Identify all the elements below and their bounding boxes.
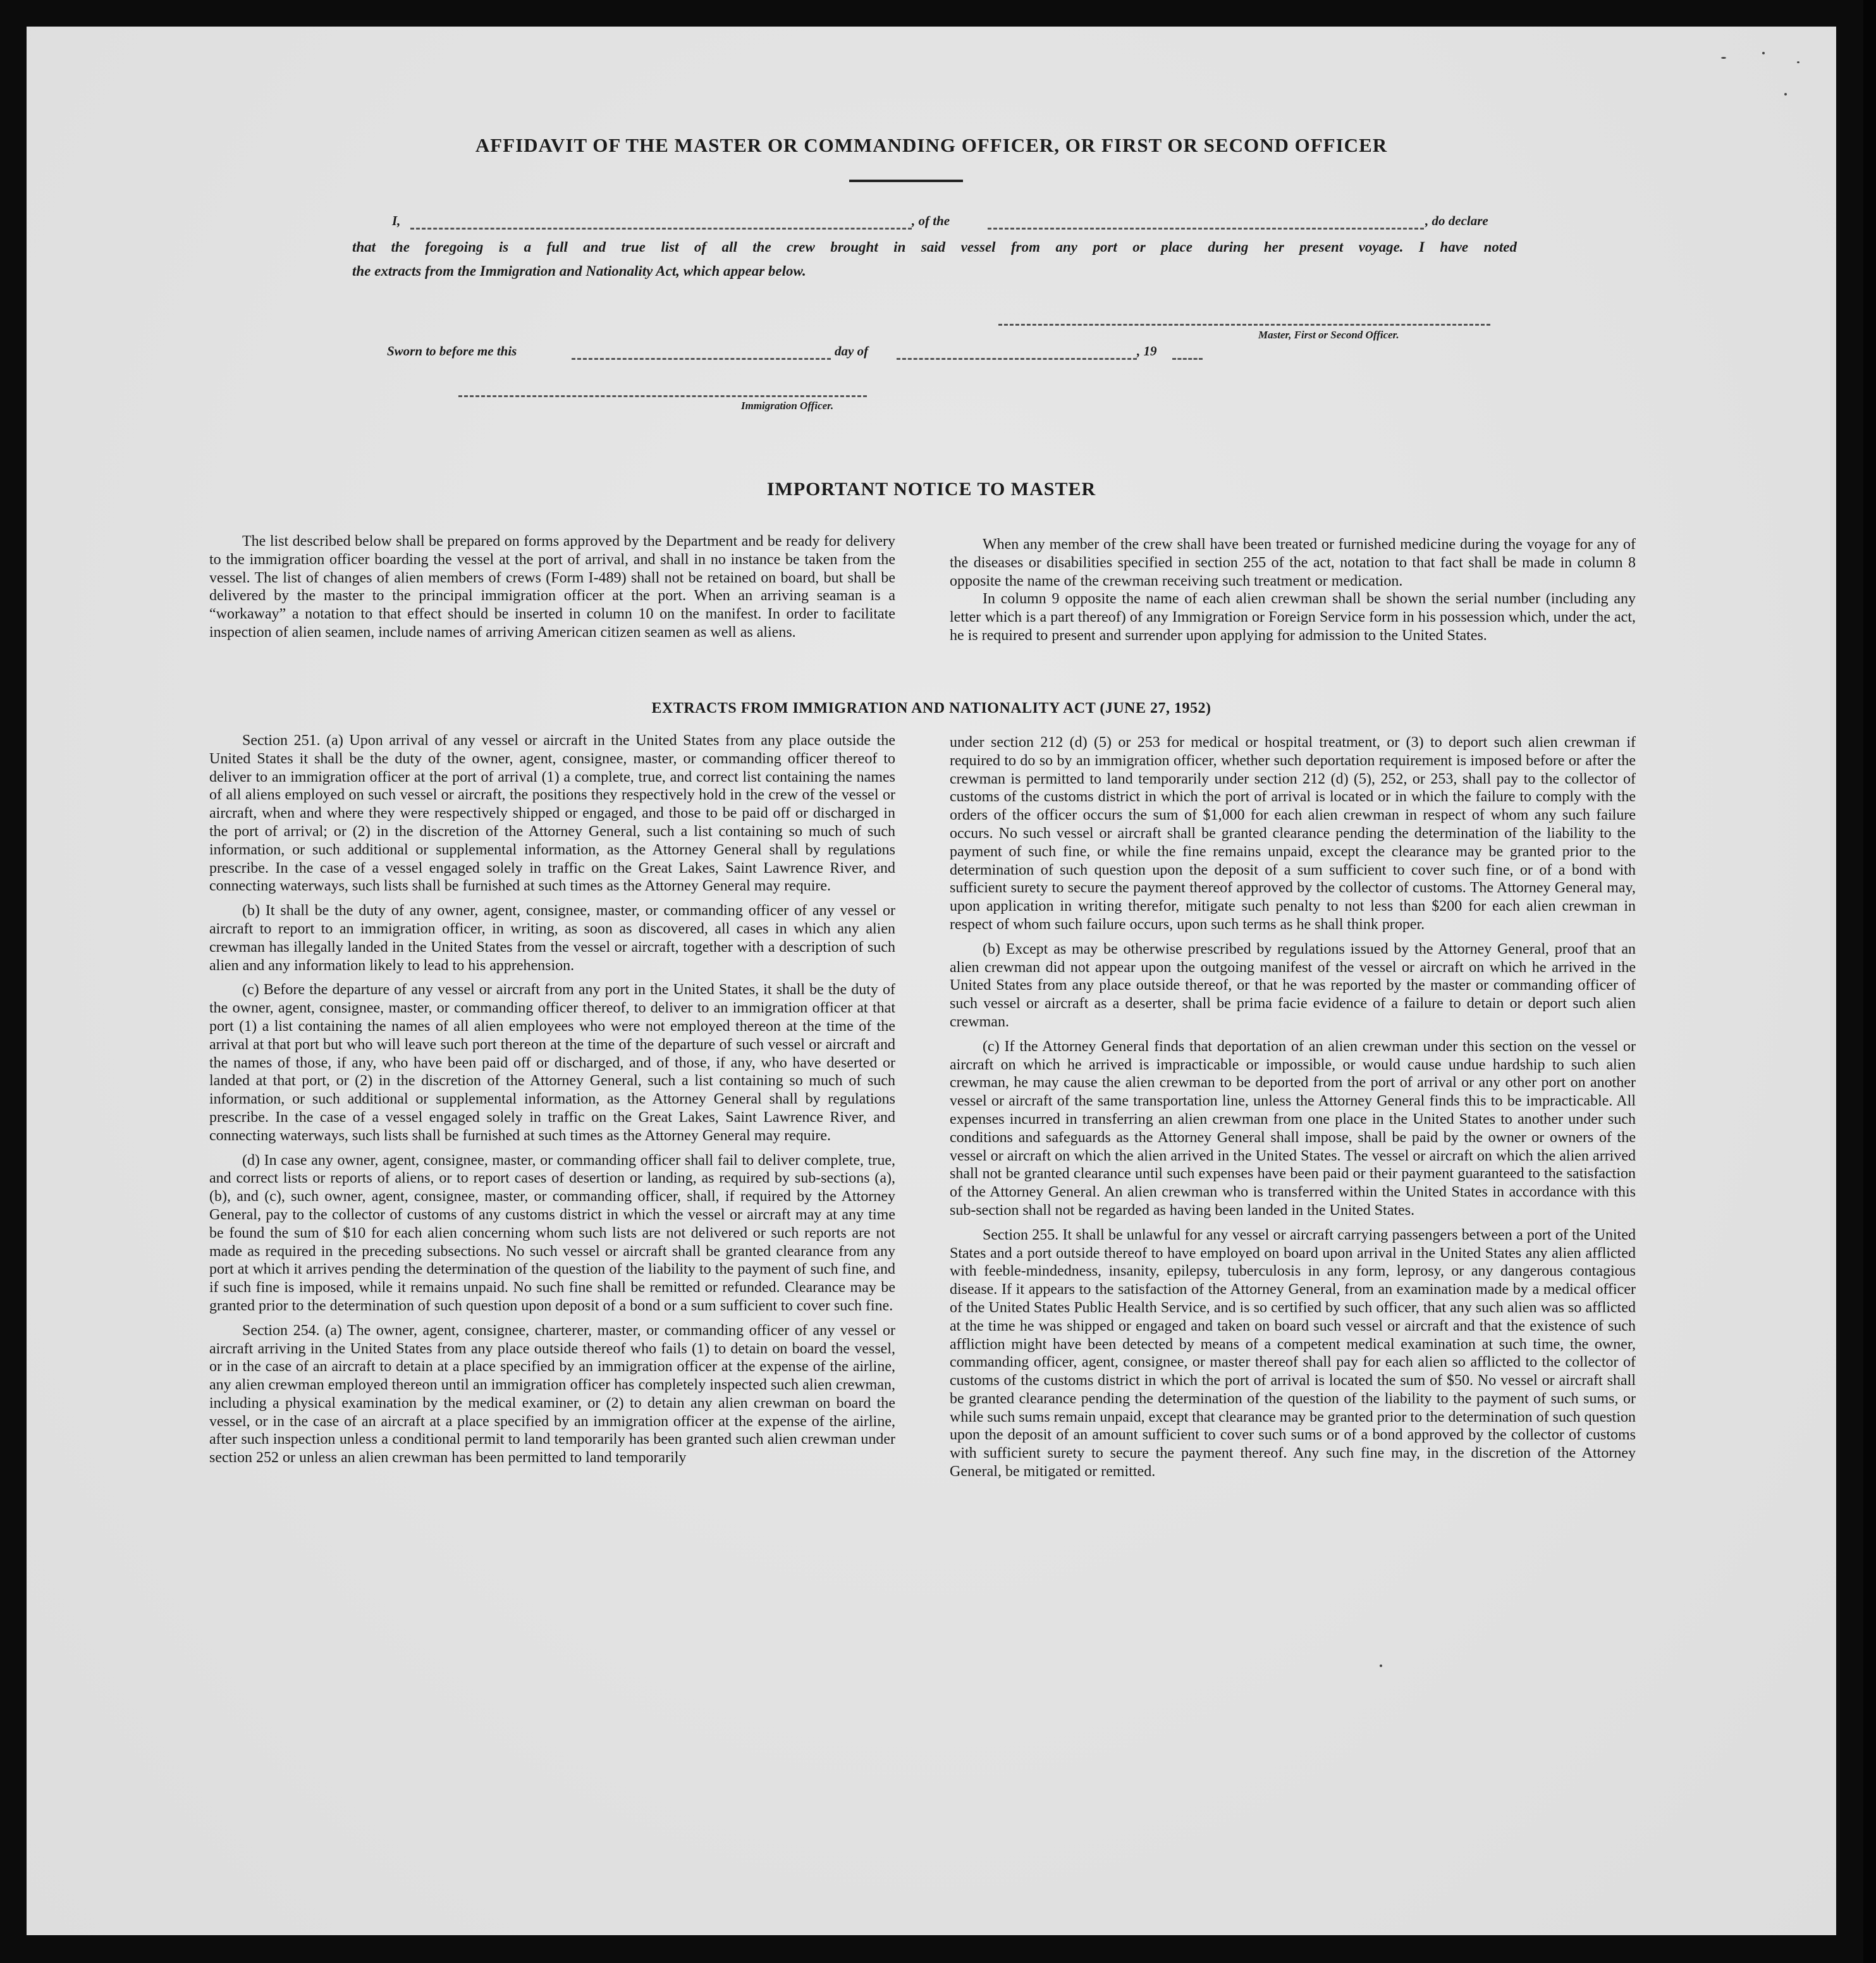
scan-edge — [1863, 0, 1876, 1963]
declaration-text — [352, 235, 1517, 283]
immigration-officer-signature-line[interactable] — [458, 395, 867, 397]
master-caption: Master, First or Second Officer. — [1258, 329, 1399, 341]
name-blank-line[interactable] — [410, 228, 912, 230]
section-251-d: (d) In case any owner, agent, consignee, master, or commanding officer shall fail to deliver complete, true, and correct lists or reports of aliens, or to report cases of desertion or landing, as required by sub-sections (a), (b), and (c), such owner, agent, consignee, master, or commanding officer, shall, if required by the Attorney General, pay to the collector of customs of any customs district in which the vessel or aircraft may at any time be found the sum of $10 for each alien concerning whom such lists are not delivered or such reports are not made as required in the preceding subsections. No such vessel or aircraft shall be granted clearance from any port at which it arrives pending the determination of the question of the liability to the payment of such fine, and if such fine is imposed, while it remains unpaid. No such fine shall be remitted or refunded. Clearance may be granted prior to the determination of such question upon deposit of a bond or a sum sufficient to cover such fine. — [209, 1152, 895, 1314]
declaration-line-2: the extracts from the Immigration and Nationality Act, which appear below. — [352, 263, 806, 279]
scan-speck — [1797, 61, 1799, 63]
scan-speck — [1762, 52, 1765, 54]
section-251-b: (b) It shall be the duty of any owner, agent, consignee, master, or commanding officer of any vessel or aircraft to report to an immigration officer, in writing, as soon as discovered, all cases in which any alien crewman has illegally landed in the United States from the vessel or aircraft, together with a description of such alien and any information likely to lead to his apprehension. — [209, 902, 895, 974]
vessel-blank-line[interactable] — [988, 228, 1424, 230]
sworn-label: Sworn to before me this — [387, 343, 517, 359]
scan-speck — [1380, 1665, 1382, 1667]
sworn-month-blank-line[interactable] — [897, 358, 1137, 360]
affidavit-title: AFFIDAVIT OF THE MASTER OR COMMANDING OFFICER, OR FIRST OR SECOND OFFICER — [475, 134, 1388, 156]
sworn-day-blank-line[interactable] — [572, 358, 831, 360]
document-sheet — [27, 27, 1836, 1935]
declaration-line-1: that the foregoing is a full and true list of all the crew brought in said vessel from any port or place during her present voyage. I have noted — [352, 239, 1517, 255]
section-254-a: Section 254. (a) The owner, agent, consignee, charterer, master, or commanding officer of any vessel or aircraft arriving in the United States from any place outside thereof who fails (1) to detain on board the vessel, or in the case of an aircraft to detain at a place specified by an immigration officer at the expense of the airline, any alien crewman employed thereon until an immigration officer has completely inspected such alien crewman, including a physical examination by the medical examiner, or (2) to detain any alien crewman on board the vessel, or in the case of an aircraft at a place specified by an immigration officer at the expense of the airline, after such inspection unless a conditional permit to land temporarily has been granted such alien crewman under section 252 or unless an alien crewman has been permitted to land temporarily — [209, 1322, 895, 1467]
of-the-label: , of the — [912, 213, 950, 228]
section-255: Section 255. It shall be unlawful for any vessel or aircraft carrying passengers between a port of the United States and a port outside thereof to have employed on board upon arrival in the United States any alien afflicted with feeble-mindedness, insanity, epilepsy, tuberculosis in any form, leprosy, or any dangerous contagious disease. If it appears to the satisfaction of the Attorney General, from an examination made by a medical officer of the United States Public Health Service, and is so certified by such officer, that any such alien was so afflicted at the time he was shipped or engaged and taken on board such vessel or aircraft and that the existence of such affliction might have been detected by means of a competent medical examination at such time, the owner, commanding officer, agent, consignee, or master thereof shall pay for each alien so afflicted to the collector of customs of the customs district in which the port of arrival is located the sum of $50. No vessel or aircraft shall be granted clearance pending the determination of the question of the liability to the payment of such sums, or while such sums remain unpaid, except that clearance may be granted prior to the determination of such question upon the deposit of an amount sufficient to cover such sums or of a bond approved by the collector of customs with sufficient surety to secure the payment thereof. Any such fine may, in the discretion of the Attorney General, be mitigated or remitted. — [950, 1226, 1636, 1480]
notice-title: IMPORTANT NOTICE TO MASTER — [766, 479, 1096, 500]
year-label: , 19 — [1137, 343, 1157, 359]
notice-right-paragraph-1: When any member of the crew shall have been treated or furnished medicine during the voyage for any of the diseases or disabilities specified in section 255 of the act, notation to that fact shall be made in column 8 opposite the name of the crewman receiving such treatment or medication. — [950, 536, 1636, 589]
section-251-c: (c) Before the departure of any vessel or aircraft from any port in the United States, it shall be the duty of the owner, agent, consignee, master, or commanding officer thereof, to deliver to an immigration officer at that port (1) a list containing the names of all alien employees who were not employed thereon at the time of the arrival at that port but who will leave such port thereon at the time of the departure of such vessel or aircraft and the names of those, if any, who have been paid off or discharged, and of those, if any, who have deserted or landed at that port, or (2) in the discretion of the Attorney General, such a list containing so much of such information, or such additional or supplemental information, as the Attorney General shall by regulations prescribe. In the case of a vessel engaged solely in traffic on the Great Lakes, Saint Lawrence River, and connecting waterways, such lists shall be furnished at such times as the Attorney General may require. — [209, 982, 895, 1144]
notice-left-paragraph: The list described below shall be prepared on forms approved by the Department and be ready for delivery to the immigration officer boarding the vessel at the port of arrival, and shall in no instance be taken from the vessel. The list of changes of alien members of crews (Form I-489) shall not be retained on board, but shall be delivered by the master to the principal immigration officer at the port. When an arriving seaman is a “workaway” a notation to that effect should be inserted in column 10 on the manifest. In order to facilitate inspection of alien seamen, include names of arriving American citizen seamen as well as aliens. — [209, 533, 895, 641]
section-254-a-continued: under section 212 (d) (5) or 253 for medical or hospital treatment, or (3) to deport such alien crewman if required to do so by an immigration officer, whether such deportation requirement is imposed before or after the crewman is permitted to land temporarily under section 212 (d) (5), 252, or 253, shall pay to the collector of customs of the customs district in which the port of arrival is located or in which the failure to comply with the orders of the officer occurs the sum of $1,000 for each alien crewman in respect of whom any such failure occurs. No such vessel or aircraft shall be granted clearance pending the determination of the liability to the payment of such fine, or while the fine remains unpaid, except the clearance may be granted prior to the determination of such question upon the deposit of a sum sufficient to cover such fine, or of a bond with sufficient surety to secure the payment thereof approved by the collector of customs. The Attorney General may, upon application in writing therefor, mitigate such penalty to not less than $200 for each alien crewman in respect of whom such failure occurs, upon such terms as he shall think proper. — [950, 734, 1636, 933]
do-declare-label: , do declare — [1425, 213, 1488, 228]
year-blank-line[interactable] — [1172, 358, 1203, 360]
master-signature-line[interactable] — [998, 324, 1490, 326]
extracts-right-column — [950, 734, 1636, 1481]
notice-right-paragraph-2: In column 9 opposite the name of each alien crewman shall be shown the serial number (including any letter which is a part thereof) of any Immigration or Foreign Service form in his possession which, under the act, he is required to present and surrender upon applying for admission to the United States. — [950, 591, 1636, 644]
section-254-b: (b) Except as may be otherwise prescribed by regulations issued by the Attorney General, proof that an alien crewman did not appear upon the outgoing manifest of the vessel or aircraft on which he arrived in the United States from any place outside thereof, or that he was reported by the master or commanding officer of such vessel or aircraft as a deserter, shall be prima facie evidence of a failure to detain or deport such alien crewman. — [950, 940, 1636, 1030]
immigration-officer-caption: Immigration Officer. — [741, 400, 834, 412]
section-251-a: Section 251. (a) Upon arrival of any vessel or aircraft in the United States from any place outside the United States it shall be the duty of the owner, agent, consignee, master, or commanding officer thereof to deliver to an immigration officer at the port of arrival (1) a complete, true, and correct list containing the names of all aliens employed on such vessel or aircraft, the positions they respectively hold in the crew of the vessel or aircraft, when and where they were respectively shipped or engaged, and those to be paid off or discharged in the port of arrival; or (2) in the discretion of the Attorney General, such a list containing so much of such information, or such additional or supplemental information, as the Attorney General shall by regulations prescribe. In the case of a vessel engaged solely in traffic on the Great Lakes, Saint Lawrence River, and connecting waterways, such lists shall be furnished at such times as the Attorney General may require. — [209, 732, 895, 895]
extracts-left-column — [209, 732, 895, 1467]
scan-speck — [1784, 93, 1787, 95]
day-of-label: day of — [835, 343, 869, 359]
notice-left-column — [209, 532, 895, 642]
extracts-title: EXTRACTS FROM IMMIGRATION AND NATIONALITY ACT (JUNE 27, 1952) — [651, 700, 1211, 717]
i-label: I, — [392, 213, 401, 228]
notice-right-column — [950, 536, 1636, 645]
scan-speck — [1721, 57, 1726, 59]
section-254-c: (c) If the Attorney General finds that deportation of an alien crewman under this section on the vessel or aircraft on which he arrived is impracticable or impossible, or would cause undue hardship to such alien crewman, he may cause the alien crewman to be deported from the port of arrival or any other port on another vessel or aircraft of the same transportation line, unless the Attorney General finds this to be impracticable. All expenses incurred in transferring an alien crewman from one place in the United States to another under such conditions and safeguards as the Attorney General shall impose, shall be paid by the owner or owners of the vessel or aircraft on which the alien arrived in the United States. The vessel or aircraft on which the alien arrived shall not be granted clearance until such expenses have been paid or their payment guaranteed to the satisfaction of the Attorney General. An alien crewman who is transferred within the United States in accordance with this sub-section shall not be regarded as having been landed in the United States. — [950, 1038, 1636, 1219]
title-underline — [849, 180, 963, 182]
